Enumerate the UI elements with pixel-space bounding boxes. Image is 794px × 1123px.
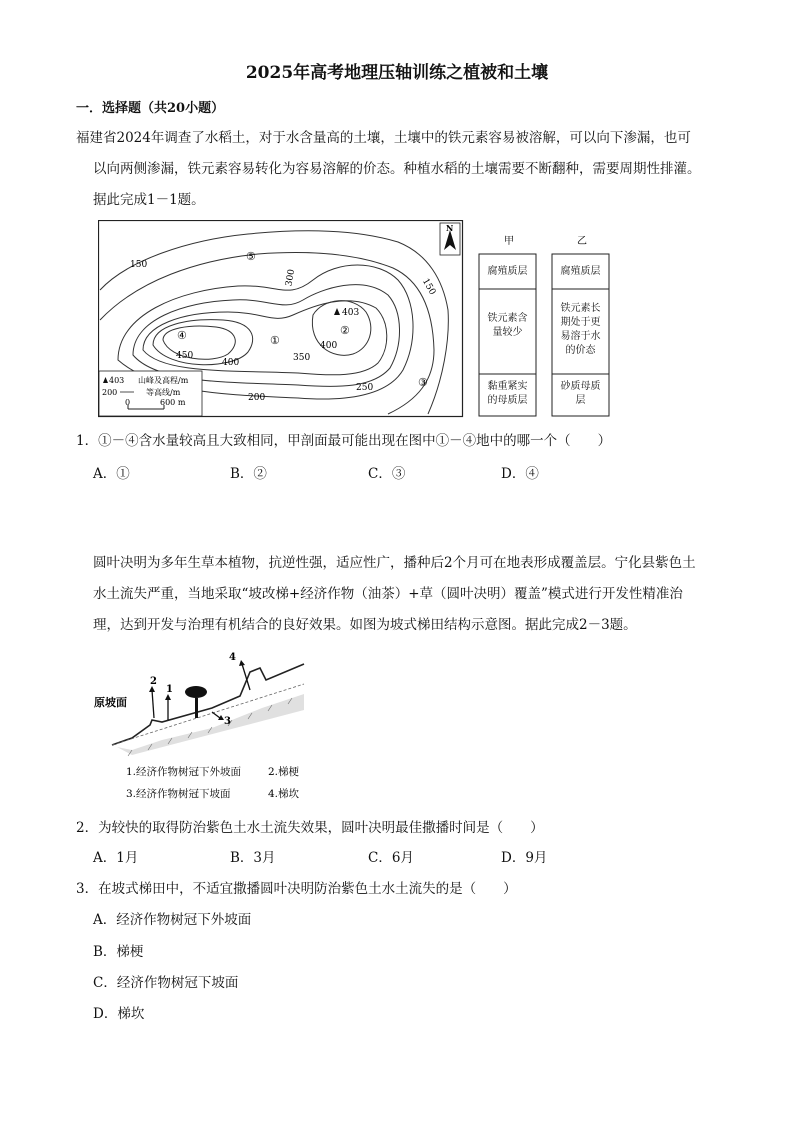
profile-yi-layer-2: 铁元素长期处于更易溶于水的价态 [560,303,601,356]
question-1-stem: 1．①－④含水量较高且大致相同，甲剖面最可能出现在图中①－④地中的哪一个（ ） [76,433,612,449]
soil-profiles [474,232,620,420]
q3-option-c[interactable]: C．经济作物树冠下坡面 [93,975,239,991]
q3-option-d[interactable]: D．梯坎 [93,1006,145,1022]
section-heading: 一．选择题（共20小题） [76,101,225,116]
page-title: 2025年高考地理压轴训练之植被和土壤 [245,63,549,83]
legend-contour-value: 200 [102,388,118,397]
site-marker-1: ① [270,334,280,347]
q2-option-c[interactable]: C．6月 [368,850,414,866]
passage-1-line-3: 据此完成1－1题。 [93,192,205,208]
contour-label: 150 [419,277,438,297]
contour-label: 150 [130,260,148,270]
passage-2-line-3: 理，达到开发与治理有机结合的良好效果。如图为坡式梯田结构示意图。据此完成2－3题。 [93,617,637,633]
passage-2 [76,548,726,641]
scale-end: 600 m [160,398,186,407]
profile-yi-layer-3: 砂质母质层 [560,381,601,406]
passage-2-line-2: 水土流失严重，当地采取“坡改梯+经济作物（油茶）+草（圆叶决明）覆盖”模式进行开发性精准治 [93,586,683,602]
marker-4: 4 [229,652,236,663]
q2-option-a[interactable]: A．1月 [93,850,139,866]
peak-elevation: 403 [342,308,360,318]
slope-label: 原坡面 [94,696,127,709]
profile-yi-label: 乙 [577,236,587,247]
legend-contour-label: 等高线/m [146,388,181,397]
contour-label: 250 [356,383,374,393]
site-marker-5: ⑤ [246,250,256,263]
contour-label: 450 [176,351,194,361]
q1-option-c[interactable]: C．③ [368,466,406,482]
q1-option-b[interactable]: B．② [230,466,267,482]
contour-map [98,220,464,418]
profile-jia-layer-2: 铁元素含量较少 [487,313,528,338]
terrace-legend-4: 4.梯坎 [268,788,300,800]
site-marker-4: ④ [177,329,187,342]
q2-option-d[interactable]: D．9月 [501,850,548,866]
q2-option-b[interactable]: B．3月 [230,850,276,866]
q1-option-a[interactable]: A．① [93,466,130,482]
contour-label: 300 [284,268,298,288]
passage-1-line-1: 福建省2024年调查了水稻土，对于水含量高的土壤，土壤中的铁元素容易被溶解，可以向下渗漏，也可 [76,130,691,146]
passage-2-line-1: 圆叶决明为多年生草本植物，抗逆性强，适应性广，播种后2个月可在地表形成覆盖层。宁化县紫色土 [93,555,696,571]
legend-peak-value: 403 [109,376,125,385]
profile-jia-layer-1: 腐殖质层 [487,266,528,277]
profile-jia-label: 甲 [504,236,514,247]
passage-1-line-2: 以向两侧渗漏，铁元素容易转化为容易溶解的价态。种植水稻的土壤需要不断翻种，需要周期性排灌。 [93,161,701,177]
site-marker-2: ② [340,324,350,337]
contour-label: 350 [293,353,311,363]
legend-peak-label: 山峰及高程/m [138,376,189,385]
q3-option-a[interactable]: A．经济作物树冠下外坡面 [93,912,252,928]
site-marker-3: ③ [418,376,428,389]
terrace-diagram [92,650,314,802]
terrace-legend-2: 2.梯梗 [268,766,300,778]
marker-2: 2 [150,676,157,687]
terrace-legend-1: 1.经济作物树冠下外坡面 [126,766,242,778]
profile-yi-layer-1: 腐殖质层 [560,266,601,277]
question-3-stem: 3．在坡式梯田中，不适宜撒播圆叶决明防治紫色土水土流失的是（ ） [76,881,517,897]
terrace-legend-3: 3.经济作物树冠下坡面 [126,788,231,800]
profile-jia-layer-3: 黏重紧实的母质层 [487,381,528,406]
contour-label: 200 [248,393,266,403]
contour-label: 400 [320,341,338,351]
marker-1: 1 [166,684,173,695]
tree-icon [185,686,207,698]
q3-option-b[interactable]: B．梯梗 [93,944,144,960]
scale-start: 0 [125,398,131,407]
marker-3: 3 [224,716,231,727]
q1-option-d[interactable]: D．④ [501,466,539,482]
contour-label: 400 [222,358,240,368]
passage-1 [76,123,726,216]
north-label: N [446,223,454,233]
question-2-stem: 2．为较快的取得防治紫色土水土流失效果，圆叶决明最佳撒播时间是（ ） [76,820,544,836]
